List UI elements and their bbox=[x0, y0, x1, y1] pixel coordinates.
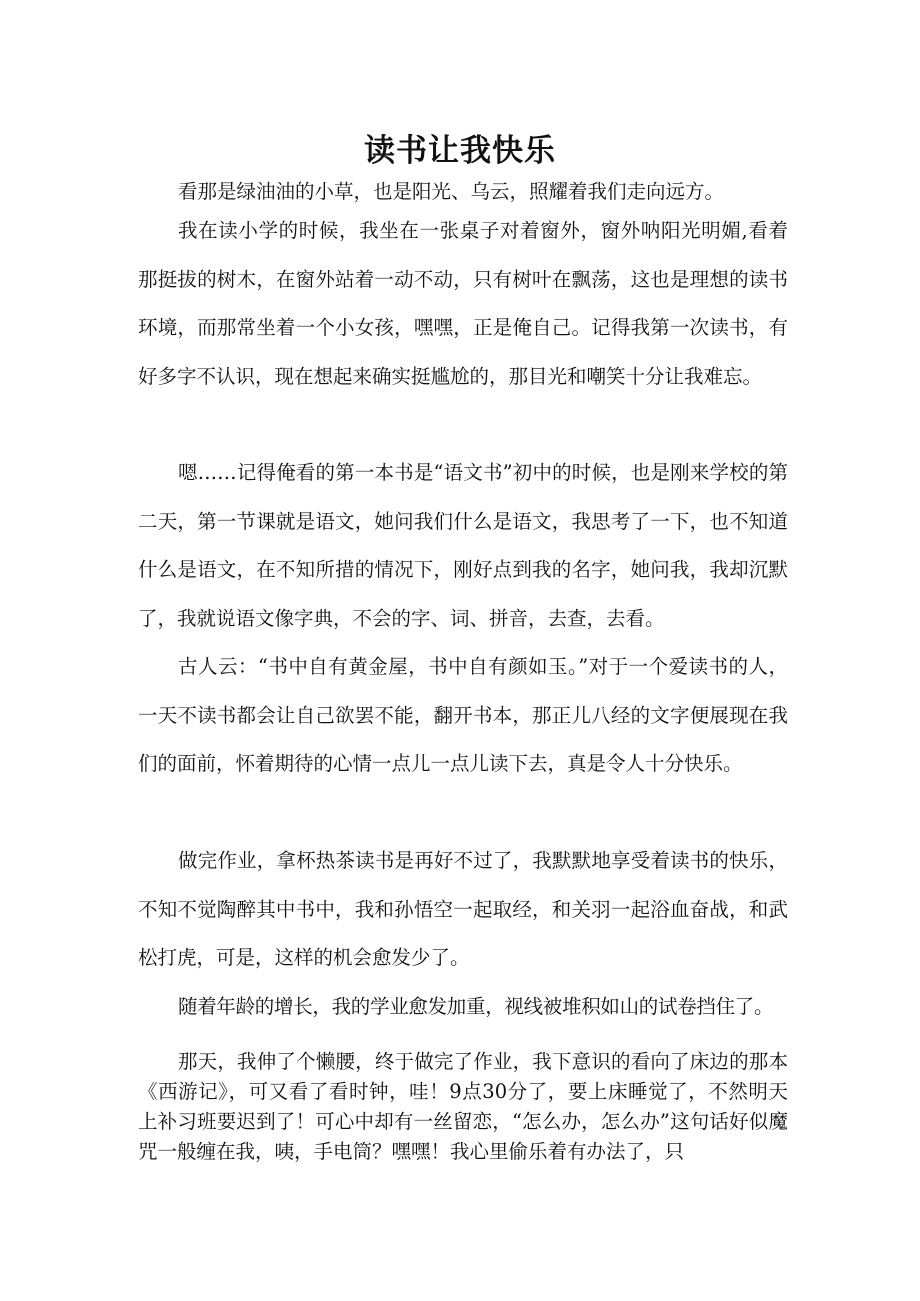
paragraph-4: 古人云：“书中自有黄金屋，书中自有颜如玉。”对于一个爱读书的人，一天不读书都会让自己欲罢不能，翻开书本，那正儿八经的文字便展现在我们的面前，怀着期待的心情一点儿一点儿读下去，真是令人十分快乐。 bbox=[138, 655, 788, 775]
document-title: 读书让我快乐 bbox=[364, 132, 556, 169]
paragraph-5: 做完作业，拿杯热茶读书是再好不过了，我默默地享受着读书的快乐，不知不觉陶醉其中书中，我和孙悟空一起取经，和关羽一起浴血奋战，和武松打虎，可是，这样的机会愈发少了。 bbox=[138, 849, 788, 969]
paragraph-7: 那天，我伸了个懒腰，终于做完了作业，我下意识的看向了床边的那本《西游记》，可又看了看时钟，哇！9点30分了，要上床睡觉了，不然明天上补习班要迟到了！可心中却有一丝留恋，“怎么办，怎么办”这句话好似魔咒一般缠在我，咦，手电筒？嘿嘿！我心里偷乐着有办法了，只 bbox=[138, 1050, 788, 1163]
paragraph-6: 随着年龄的增长，我的学业愈发加重，视线被堆积如山的试卷挡住了。 bbox=[178, 995, 774, 1018]
paragraph-1: 看那是绿油油的小草，也是阳光、乌云，照耀着我们走向远方。 bbox=[178, 180, 725, 203]
paragraph-2: 我在读小学的时候，我坐在一张桌子对着窗外，窗外呐阳光明媚,看着那挺拔的树木，在窗外站着一动不动，只有树叶在飘荡，这也是理想的读书环境，而那常坐着一个小女孩，嘿嘿，正是俺自己。记得我第一次读书，有好多字不认识，现在想起来确实挺尴尬的，那目光和嘲笑十分让我难忘。 bbox=[138, 219, 788, 388]
paragraph-3: 嗯……记得俺看的第一本书是“语文书”初中的时候，也是刚来学校的第二天，第一节课就是语文，她问我们什么是语文，我思考了一下，也不知道什么是语文，在不知所措的情况下，刚好点到我的名字，她问我，我却沉默了，我就说语文像字典，不会的字、词、拼音，去查，去看。 bbox=[138, 461, 788, 630]
